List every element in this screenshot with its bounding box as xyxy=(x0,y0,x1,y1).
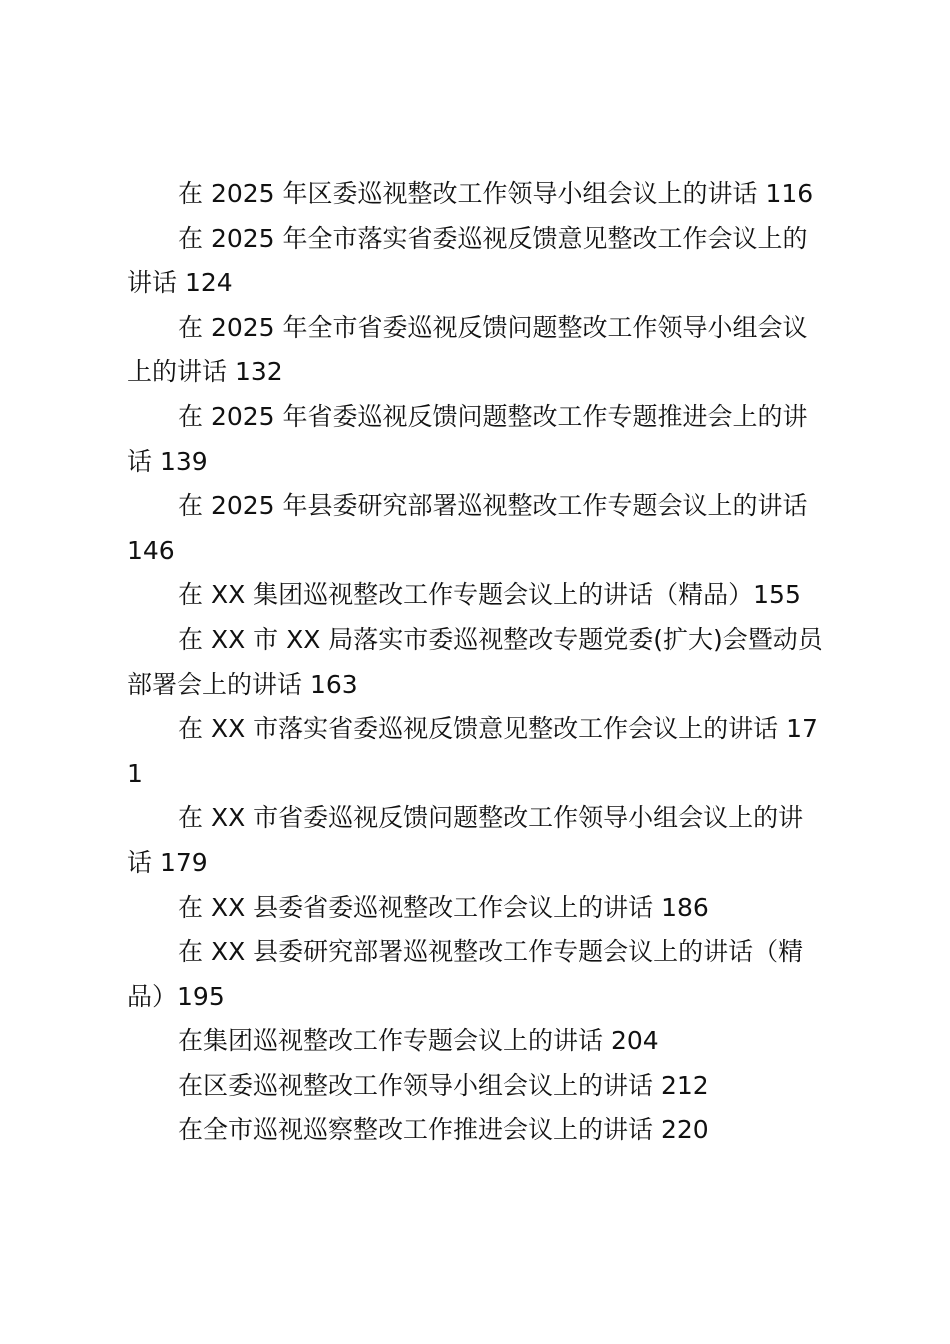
toc-entry-title: 在区委巡视整改工作领导小组会议上的讲话 xyxy=(178,1070,654,1100)
toc-entry-title: 在 2025 年全市落实省委巡视反馈意见整改工作会议上的讲话 xyxy=(127,223,808,298)
toc-entry[interactable] xyxy=(127,930,827,1019)
toc-entry[interactable] xyxy=(127,886,827,931)
toc-entry-page-number: 139 xyxy=(159,446,208,476)
toc-entry-title: 在 XX 市 XX 局落实市委巡视整改专题党委(扩大)会暨动员部署会上的讲话 xyxy=(127,624,823,699)
toc-entry-page-number: 124 xyxy=(184,268,233,298)
toc-entry[interactable] xyxy=(127,172,827,217)
toc-entry[interactable] xyxy=(127,395,827,484)
toc-entry-title: 在 2025 年县委研究部署巡视整改工作专题会议上的讲话 xyxy=(178,491,808,521)
toc-entry[interactable] xyxy=(127,573,827,618)
toc-entry-page-number: 116 xyxy=(765,179,814,208)
toc-entry-page-number: 204 xyxy=(610,1026,659,1056)
toc-entry-title: 在 2025 年省委巡视反馈问题整改工作专题推进会上的讲话 xyxy=(127,401,808,476)
toc-entry-title: 在 2025 年全市省委巡视反馈问题整改工作领导小组会议上的讲话 xyxy=(127,312,808,387)
toc-entry[interactable] xyxy=(127,796,827,885)
toc-entry[interactable] xyxy=(127,618,827,707)
toc-entry-page-number: 171 xyxy=(127,714,818,788)
toc-entry-page-number: 146 xyxy=(127,535,175,565)
toc-entry-title: 在全市巡视巡察整改工作推进会议上的讲话 xyxy=(178,1115,654,1145)
toc-entry-title: 在 2025 年区委巡视整改工作领导小组会议上的讲话 xyxy=(178,179,758,208)
toc-entry-title: 在集团巡视整改工作专题会议上的讲话 xyxy=(178,1026,604,1056)
toc-entry-title: 在 XX 集团巡视整改工作专题会议上的讲话（精品） xyxy=(178,580,754,610)
toc-page xyxy=(127,172,827,1153)
toc-entry-title: 在 XX 县委研究部署巡视整改工作专题会议上的讲话（精品） xyxy=(127,937,804,1011)
toc-entry[interactable] xyxy=(127,306,827,395)
toc-entry-page-number: 195 xyxy=(177,981,225,1011)
toc-entry[interactable] xyxy=(127,1064,827,1109)
toc-entry-page-number: 132 xyxy=(234,357,283,387)
toc-entry-title: 在 XX 市落实省委巡视反馈意见整改工作会议上的讲话 xyxy=(178,714,779,744)
toc-entry[interactable] xyxy=(127,1019,827,1064)
toc-entry-page-number: 155 xyxy=(753,580,801,610)
toc-entry-page-number: 220 xyxy=(660,1115,709,1145)
toc-entry-page-number: 186 xyxy=(661,892,709,922)
toc-entry-page-number: 179 xyxy=(159,847,208,877)
toc-entry-page-number: 212 xyxy=(660,1070,709,1100)
toc-entry[interactable] xyxy=(127,707,827,796)
toc-entry-title: 在 XX 市省委巡视反馈问题整改工作领导小组会议上的讲话 xyxy=(127,803,804,877)
toc-entry[interactable] xyxy=(127,217,827,306)
toc-entry-title: 在 XX 县委省委巡视整改工作会议上的讲话 xyxy=(178,892,654,922)
toc-entry-page-number: 163 xyxy=(309,669,358,699)
toc-entry[interactable] xyxy=(127,1108,827,1153)
toc-entry[interactable] xyxy=(127,484,827,573)
